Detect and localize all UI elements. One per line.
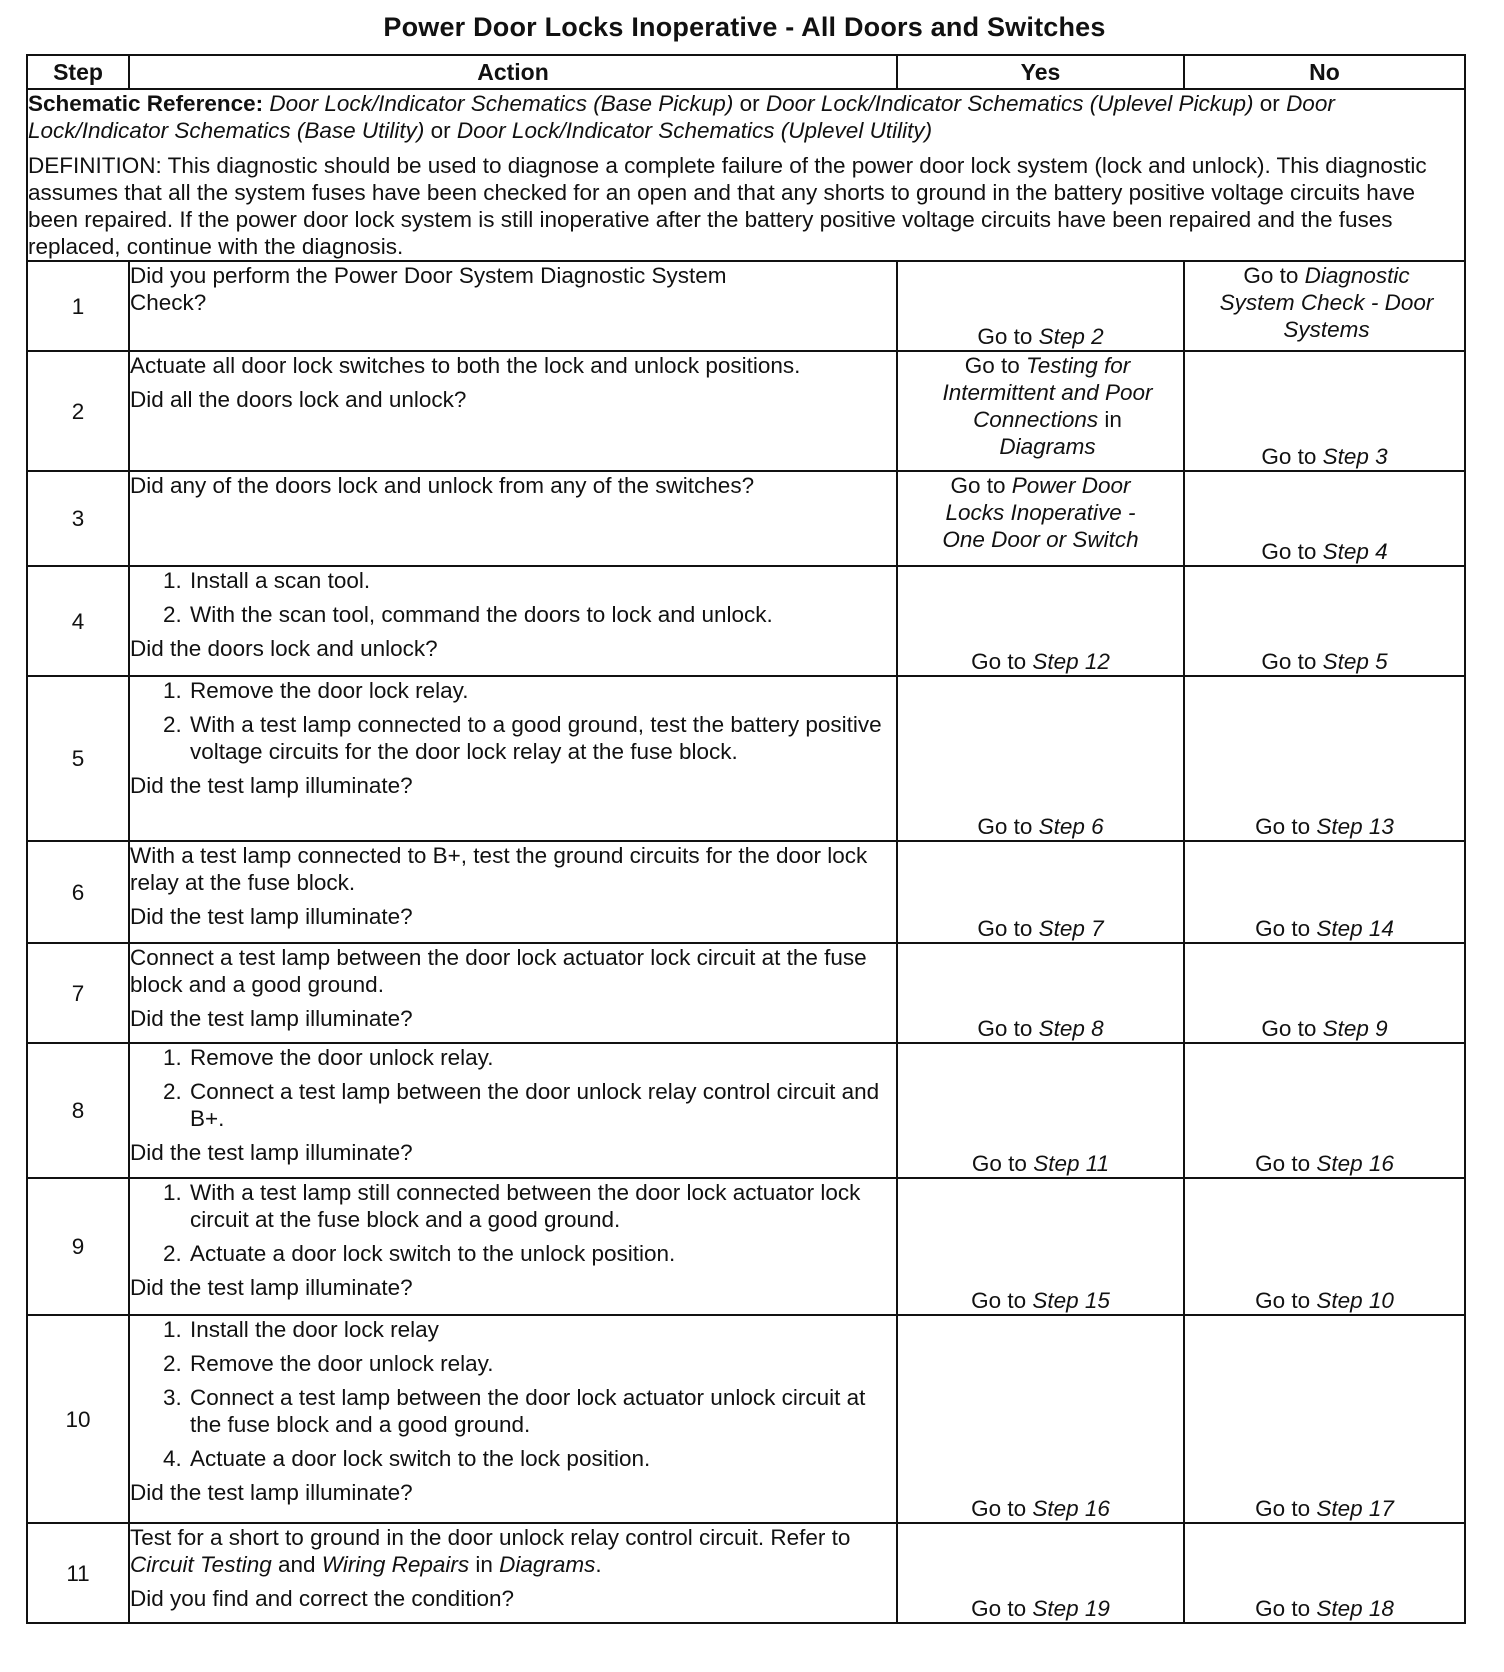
action-question: Did the test lamp illuminate? xyxy=(130,1140,413,1165)
yes-cell: Go to Step 8 xyxy=(897,943,1184,1043)
step-number: 6 xyxy=(27,841,129,943)
table-row xyxy=(27,351,1465,471)
goto-link[interactable]: Diagrams xyxy=(999,434,1096,459)
goto-link[interactable]: Step 17 xyxy=(1316,1496,1394,1521)
table-row xyxy=(27,1178,1465,1315)
schematic-link[interactable]: Door Lock/Indicator Schematics (Base Pickup) xyxy=(269,91,734,116)
yes-cell: Go to Power Door Locks Inoperative - One Door or Switch xyxy=(897,471,1184,566)
schematic-link[interactable]: Door Lock/Indicator Schematics (Base Utility) xyxy=(28,91,1335,143)
step-number: 11 xyxy=(27,1523,129,1623)
action-list-item: 4. Actuate a door lock switch to the lock position. xyxy=(188,1445,896,1472)
goto-link[interactable]: Step 5 xyxy=(1322,649,1388,674)
table-row xyxy=(27,1043,1465,1178)
intro-row xyxy=(27,89,1465,261)
table-header-row xyxy=(27,55,1465,89)
table-row xyxy=(27,676,1465,841)
action-list-item: 2. Actuate a door lock switch to the unlock position. xyxy=(188,1240,896,1267)
goto-link[interactable]: Step 11 xyxy=(1033,1151,1110,1176)
goto-link[interactable]: Step 14 xyxy=(1316,916,1394,941)
action-text: Actuate all door lock switches to both the lock and unlock positions. xyxy=(130,353,801,378)
no-cell: Go to Step 5 xyxy=(1184,566,1465,676)
yes-cell: Go to Step 2 xyxy=(897,261,1184,351)
goto-link[interactable]: Step 7 xyxy=(1038,916,1104,941)
action-question: Did the test lamp illuminate? xyxy=(130,1275,413,1300)
table-row xyxy=(27,471,1465,566)
table-row xyxy=(27,841,1465,943)
action-cell xyxy=(129,1523,897,1623)
reference-link[interactable]: Diagrams xyxy=(499,1552,596,1577)
goto-link[interactable]: Step 8 xyxy=(1038,1016,1104,1041)
action-text: With a test lamp connected to B+, test the ground circuits for the door lock relay at the fuse block. xyxy=(130,843,868,895)
column-header-no: No xyxy=(1184,55,1465,89)
goto-link[interactable]: Step 10 xyxy=(1316,1288,1394,1313)
goto-link[interactable]: Step 3 xyxy=(1322,444,1388,469)
yes-cell: Go to Step 7 xyxy=(897,841,1184,943)
yes-cell: Go to Step 6 xyxy=(897,676,1184,841)
reference-link[interactable]: Circuit Testing xyxy=(130,1552,272,1577)
action-list-item: 2. With the scan tool, command the doors to lock and unlock. xyxy=(188,601,896,628)
action-list xyxy=(130,1316,896,1472)
goto-link[interactable]: Step 12 xyxy=(1032,649,1110,674)
action-list xyxy=(130,567,896,628)
goto-link[interactable]: Step 4 xyxy=(1322,539,1388,564)
goto-link[interactable]: Step 6 xyxy=(1038,814,1104,839)
action-list-item: 2. Remove the door unlock relay. xyxy=(188,1350,896,1377)
action-text: Connect a test lamp between the door lock actuator lock circuit at the fuse block and a good ground. xyxy=(130,945,867,997)
action-list-item: 1. Remove the door lock relay. xyxy=(188,677,896,704)
action-cell xyxy=(129,471,897,566)
step-number: 7 xyxy=(27,943,129,1043)
no-cell: Go to Step 3 xyxy=(1184,351,1465,471)
yes-cell: Go to Testing for Intermittent and Poor Connections in Diagrams xyxy=(897,351,1184,471)
action-list-item: 2. Connect a test lamp between the door unlock relay control circuit and B+. xyxy=(188,1078,896,1132)
no-cell: Go to Step 16 xyxy=(1184,1043,1465,1178)
action-list-item: 1. Install a scan tool. xyxy=(188,567,896,594)
table-row xyxy=(27,943,1465,1043)
action-list-item: 2. With a test lamp connected to a good ground, test the battery positive voltage circuits for the door lock relay at the fuse block. xyxy=(188,711,896,765)
action-list xyxy=(130,1179,896,1267)
action-cell xyxy=(129,1178,897,1315)
goto-link[interactable]: Step 16 xyxy=(1032,1496,1110,1521)
step-number: 5 xyxy=(27,676,129,841)
action-cell xyxy=(129,1043,897,1178)
action-text: Test for a short to ground in the door unlock relay control circuit. Refer to Circuit Testing and Wiring Repairs in Diagrams. xyxy=(130,1525,851,1577)
action-cell xyxy=(129,261,897,351)
action-question: Did you find and correct the condition? xyxy=(130,1586,514,1611)
goto-link[interactable]: Step 19 xyxy=(1032,1596,1110,1621)
table-row xyxy=(27,566,1465,676)
goto-link[interactable]: Step 13 xyxy=(1316,814,1394,839)
action-question: Did any of the doors lock and unlock from any of the switches? xyxy=(130,473,755,498)
schematic-reference: Schematic Reference: Door Lock/Indicator Schematics (Base Pickup) or Door Lock/Indicator Schematics (Uplevel Pickup) or Door Lock/Indicator Schematics (Base Utility) or Door Lock/Indicator Schematics (Uplevel Utility) xyxy=(28,91,1335,143)
goto-link[interactable]: Step 15 xyxy=(1032,1288,1110,1313)
action-question: Did the test lamp illuminate? xyxy=(130,1480,413,1505)
no-cell: Go to Step 14 xyxy=(1184,841,1465,943)
action-cell xyxy=(129,566,897,676)
action-list-item: 1. With a test lamp still connected between the door lock actuator lock circuit at the fuse block and a good ground. xyxy=(188,1179,896,1233)
yes-cell: Go to Step 19 xyxy=(897,1523,1184,1623)
intro-cell xyxy=(27,89,1465,261)
step-number: 9 xyxy=(27,1178,129,1315)
goto-link[interactable]: Step 16 xyxy=(1316,1151,1394,1176)
goto-link[interactable]: Step 2 xyxy=(1038,324,1104,349)
goto-link[interactable]: Step 18 xyxy=(1316,1596,1394,1621)
page-title: Power Door Locks Inoperative - All Doors and Switches xyxy=(383,12,1106,42)
action-question: Did the test lamp illuminate? xyxy=(130,773,413,798)
column-header-step: Step xyxy=(27,55,129,89)
step-number: 4 xyxy=(27,566,129,676)
no-cell: Go to Diagnostic System Check - Door Systems xyxy=(1184,261,1465,351)
goto-link[interactable]: Testing for Intermittent and Poor Connections xyxy=(942,353,1153,432)
step-number: 1 xyxy=(27,261,129,351)
no-cell: Go to Step 18 xyxy=(1184,1523,1465,1623)
no-cell: Go to Step 10 xyxy=(1184,1178,1465,1315)
action-list xyxy=(130,1044,896,1132)
step-number: 8 xyxy=(27,1043,129,1178)
goto-link[interactable]: Diagnostic System Check - Door Systems xyxy=(1219,263,1434,342)
no-cell: Go to Step 9 xyxy=(1184,943,1465,1043)
no-cell: Go to Step 4 xyxy=(1184,471,1465,566)
action-cell xyxy=(129,841,897,943)
reference-link[interactable]: Wiring Repairs xyxy=(321,1552,470,1577)
action-cell xyxy=(129,1315,897,1523)
schematic-reference-label: Schematic Reference: xyxy=(28,91,264,116)
column-header-action: Action xyxy=(129,55,897,89)
schematic-link[interactable]: Door Lock/Indicator Schematics (Uplevel Utility) xyxy=(456,118,933,143)
action-text: Did you perform the Power Door System Diagnostic System Check? xyxy=(130,263,727,315)
action-list-item: 1. Install the door lock relay xyxy=(188,1316,896,1343)
column-header-yes: Yes xyxy=(897,55,1184,89)
table-row xyxy=(27,1315,1465,1523)
diagnostic-table xyxy=(26,54,1466,1624)
step-number: 3 xyxy=(27,471,129,566)
step-number: 10 xyxy=(27,1315,129,1523)
no-cell: Go to Step 17 xyxy=(1184,1315,1465,1523)
yes-cell: Go to Step 16 xyxy=(897,1315,1184,1523)
yes-cell: Go to Step 12 xyxy=(897,566,1184,676)
action-list-item: 1. Remove the door unlock relay. xyxy=(188,1044,896,1071)
definition-text: DEFINITION: This diagnostic should be used to diagnose a complete failure of the power door lock system (lock and unlock). This diagnostic assumes that all the system fuses have been checked for an open and that any shorts to ground in the battery positive voltage circuits have been repaired. If the power door lock system is still inoperative after the battery positive voltage circuits have been repaired and the fuses replaced, continue with the diagnosis. xyxy=(28,153,1427,259)
yes-cell: Go to Step 11 xyxy=(897,1043,1184,1178)
action-question: Did all the doors lock and unlock? xyxy=(130,387,467,412)
action-list-item: 3. Connect a test lamp between the door lock actuator unlock circuit at the fuse block and a good ground. xyxy=(188,1384,896,1438)
action-cell xyxy=(129,943,897,1043)
action-cell xyxy=(129,676,897,841)
goto-link[interactable]: Power Door Locks Inoperative - One Door or Switch xyxy=(942,473,1139,552)
action-question: Did the doors lock and unlock? xyxy=(130,636,438,661)
action-list xyxy=(130,677,896,765)
step-number: 2 xyxy=(27,351,129,471)
action-question: Did the test lamp illuminate? xyxy=(130,1006,413,1031)
table-row xyxy=(27,261,1465,351)
yes-cell: Go to Step 15 xyxy=(897,1178,1184,1315)
table-row xyxy=(27,1523,1465,1623)
goto-link[interactable]: Step 9 xyxy=(1322,1016,1388,1041)
no-cell: Go to Step 13 xyxy=(1184,676,1465,841)
action-question: Did the test lamp illuminate? xyxy=(130,904,413,929)
action-cell xyxy=(129,351,897,471)
schematic-link[interactable]: Door Lock/Indicator Schematics (Uplevel Pickup) xyxy=(765,91,1254,116)
